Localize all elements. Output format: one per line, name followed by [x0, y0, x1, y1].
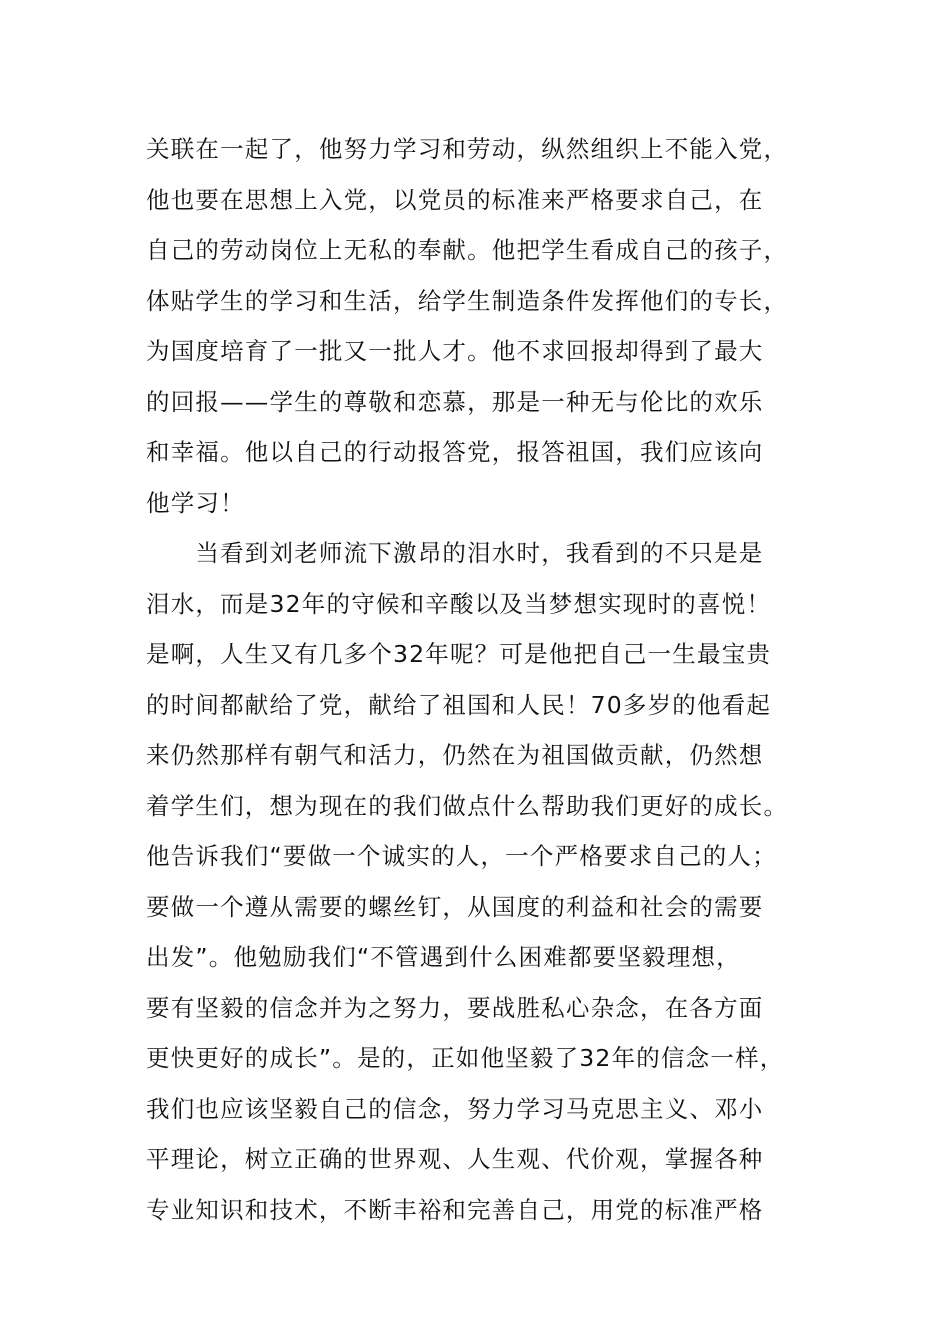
text-line: 他告诉我们“要做一个诚实的人，一个严格要求自己的人； [146, 842, 777, 870]
text-line: 为国度培育了一批又一批人才。他不求回报却得到了最大 [146, 337, 764, 365]
text-line: 关联在一起了，他努力学习和劳动，纵然组织上不能入党， [146, 135, 789, 163]
text-line: 着学生们，想为现在的我们做点什么帮助我们更好的成长。 [146, 791, 789, 820]
text-line: 他也要在思想上入党，以党员的标准来严格要求自己，在 [146, 185, 764, 214]
text-line: 自己的劳动岗位上无私的奉献。他把学生看成自己的孩子， [146, 236, 789, 264]
text-line: 的时间都献给了党，献给了祖国和人民！70多岁的他看起 [146, 690, 772, 719]
text-line: 的回报——学生的尊敬和恋慕，那是一种无与伦比的欢乐 [146, 387, 764, 416]
text-line: 平理论，树立正确的世界观、人生观、代价观，掌握各种 [146, 1145, 764, 1173]
text-line: 要有坚毅的信念并为之努力，要战胜私心杂念，在各方面 [146, 993, 764, 1022]
text-line: 当看到刘老师流下激昂的泪水时，我看到的不只是是 [146, 539, 764, 567]
text-line: 专业知识和技术，不断丰裕和完善自己，用党的标准严格 [146, 1195, 764, 1224]
text-line: 出发”。他勉励我们“不管遇到什么困难都要坚毅理想， [146, 943, 741, 971]
text-line: 泪水，而是32年的守候和辛酸以及当梦想实现时的喜悦！ [146, 589, 772, 618]
text-line: 更快更好的成长”。是的，正如他坚毅了32年的信念一样， [146, 1044, 785, 1072]
text-line: 体贴学生的学习和生活，给学生制造条件发挥他们的专长， [146, 286, 789, 315]
text-line: 是啊，人生又有几多个32年呢？可是他把自己一生最宝贵 [146, 640, 772, 668]
body-text [146, 124, 816, 1235]
text-line: 和幸福。他以自己的行动报答党，报答祖国，我们应该向 [146, 438, 764, 466]
text-line: 我们也应该坚毅自己的信念，努力学习马克思主义、邓小 [146, 1094, 764, 1123]
text-line: 他学习！ [146, 488, 245, 517]
text-line: 来仍然那样有朝气和活力，仍然在为祖国做贡献，仍然想 [146, 741, 764, 769]
text-line: 要做一个遵从需要的螺丝钉，从国度的利益和社会的需要 [146, 892, 764, 921]
